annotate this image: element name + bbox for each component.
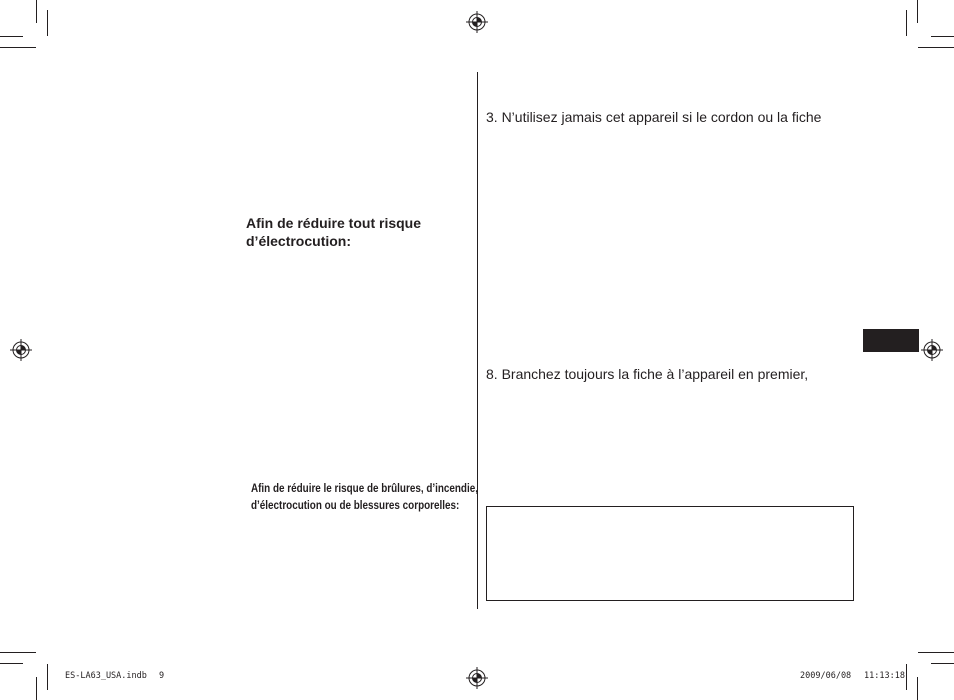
footer-file-name: ES-LA63_USA.indb: [65, 671, 147, 681]
footer-time: 11:13:18: [864, 671, 905, 681]
heading-line: d’électrocution:: [246, 233, 352, 249]
instruction-item-8: 8. Branchez toujours la fiche à l’appareil en premier,: [486, 366, 809, 382]
heading-line: Afin de réduire tout risque: [246, 215, 422, 231]
crop-mark: [36, 677, 37, 700]
crop-mark: [47, 664, 48, 690]
heading-line: Afin de réduire le risque de brûlures, d’incendie,: [251, 483, 478, 495]
crop-mark: [917, 677, 918, 700]
crop-mark: [47, 10, 48, 36]
registration-mark-icon: [466, 11, 488, 33]
crop-mark: [918, 652, 954, 653]
heading-burns: [251, 481, 478, 515]
crop-mark: [0, 47, 36, 48]
side-tab: [863, 329, 919, 352]
crop-mark: [36, 0, 37, 23]
crop-mark: [906, 664, 907, 690]
crop-mark: [931, 663, 954, 664]
column-divider: [477, 72, 478, 609]
registration-mark-icon: [10, 339, 32, 361]
crop-mark: [0, 652, 36, 653]
footer-page-number: 9: [159, 671, 165, 681]
crop-mark: [918, 47, 954, 48]
crop-mark: [906, 10, 907, 36]
notice-box: [486, 506, 854, 601]
crop-mark: [0, 36, 23, 37]
registration-mark-icon: [921, 339, 943, 361]
registration-mark-icon: [466, 667, 488, 689]
crop-mark: [0, 663, 23, 664]
heading-line: d’électrocution ou de blessures corporelles:: [251, 500, 460, 512]
instruction-item-3: 3. N’utilisez jamais cet appareil si le cordon ou la fiche: [486, 109, 822, 125]
crop-mark: [917, 0, 918, 23]
footer-date: 2009/06/08: [800, 671, 852, 681]
heading-electrocution: [246, 214, 421, 250]
crop-mark: [931, 36, 954, 37]
